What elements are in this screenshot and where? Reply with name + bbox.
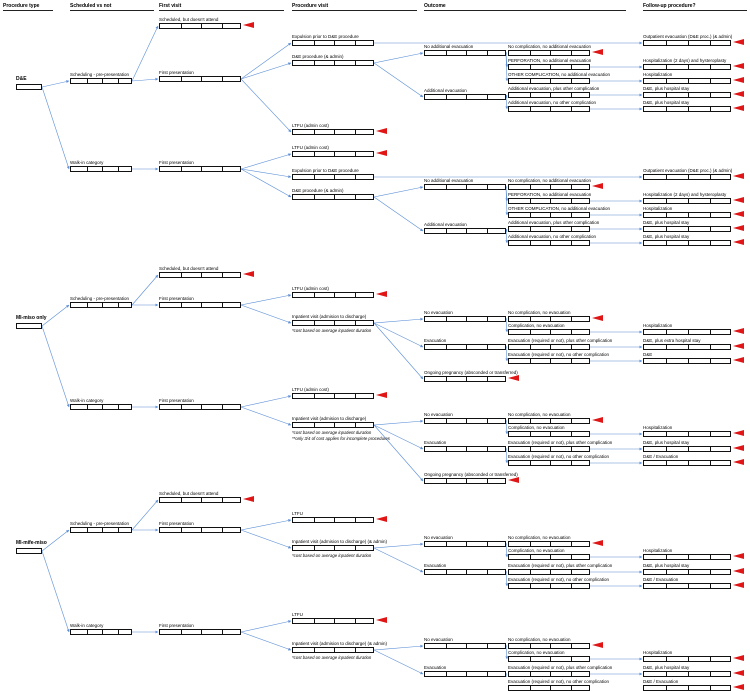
value-box (424, 376, 506, 382)
node-label: No complication, no evacuation (508, 637, 571, 642)
node-label: Ongoing pregnancy (absconded or transferred) (424, 370, 518, 375)
terminal-marker-icon (733, 445, 744, 451)
value-box (508, 460, 590, 466)
terminal-marker-icon (733, 105, 744, 111)
node-label: Scheduled, but doesn't attend (159, 17, 219, 22)
node-label: Hospitalization (643, 206, 673, 211)
cost-note: *cost based on average inpatient duration (292, 553, 372, 558)
edge-arrow (506, 449, 507, 463)
terminal-marker-icon (733, 430, 744, 436)
node-label: Hospitalization (643, 323, 673, 328)
value-box (508, 64, 590, 70)
node-label: No evacuation (424, 637, 453, 642)
terminal-marker-icon (243, 496, 254, 502)
value-box (292, 647, 374, 653)
value-box (643, 92, 731, 98)
edge-arrow (374, 63, 423, 97)
node-label: First presentation (159, 296, 194, 301)
value-box (16, 84, 42, 90)
value-box (508, 418, 590, 424)
node-label: Additional evacuation, plus other complication (508, 220, 600, 225)
node-label: Scheduled, but doesn't attend (159, 266, 219, 271)
node-label: No complication, no additional evacuation (508, 178, 592, 183)
value-box (643, 240, 731, 246)
node-label: Evacuation (required or not), no other complication (508, 679, 610, 684)
node-label: Additional evacuation, plus other complication (508, 86, 600, 91)
node-label: Walk-in category (70, 623, 104, 628)
edge-arrow (241, 63, 291, 79)
node-label: First presentation (159, 398, 194, 403)
column-header-rule (292, 10, 417, 11)
node-label: No evacuation (424, 412, 453, 417)
value-box (159, 404, 241, 410)
edge-arrow (506, 421, 507, 434)
value-box (643, 656, 731, 662)
node-label: D&E, plus hospital stay (643, 440, 690, 445)
terminal-marker-icon (592, 417, 603, 423)
value-box (643, 671, 731, 677)
node-label: LTFU (admin cost) (292, 387, 329, 392)
node-label: Complication, no evacuation (508, 425, 565, 430)
value-box (292, 618, 374, 624)
value-box (508, 184, 590, 190)
node-label: Evacuation (424, 440, 447, 445)
value-box (424, 541, 506, 547)
cost-note: *cost based on average inpatient duration (292, 655, 372, 660)
node-label: Hospitalization (2 days) and hysteroplasty (643, 58, 727, 63)
node-label: OTHER COMPLICATION, no additional evacuation (508, 72, 610, 77)
terminal-marker-icon (733, 553, 744, 559)
value-box (292, 320, 374, 326)
terminal-marker-icon (733, 225, 744, 231)
terminal-marker-icon (376, 617, 387, 623)
value-box (292, 174, 374, 180)
value-box (424, 671, 506, 677)
node-label: Evacuation (required or not), no other complication (508, 454, 610, 459)
value-box (292, 60, 374, 66)
edge-arrow (374, 650, 423, 674)
value-box (508, 431, 590, 437)
node-label: OTHER COMPLICATION, no additional evacuation (508, 206, 610, 211)
node-label: Additional evacuation, no other complication (508, 100, 597, 105)
node-label: Walk-in category (70, 160, 104, 165)
node-label: Hospitalization (643, 548, 673, 553)
edge-arrow (374, 323, 423, 347)
value-box (424, 316, 506, 322)
edge-arrow (241, 305, 291, 323)
value-box (292, 545, 374, 551)
column-header-rule (3, 10, 53, 11)
terminal-marker-icon (592, 540, 603, 546)
node-label: First presentation (159, 70, 194, 75)
value-box (424, 184, 506, 190)
value-box (159, 166, 241, 172)
edge-arrow (374, 197, 423, 231)
value-box (292, 517, 374, 523)
column-header: Follow-up procedure? (643, 3, 696, 9)
value-box (16, 323, 42, 329)
node-label: Hospitalization (643, 425, 673, 430)
node-label: Additional evacuation (424, 88, 467, 93)
node-label: Inpatient visit (admision to discharge) (292, 314, 367, 319)
value-box (508, 226, 590, 232)
terminal-marker-icon (376, 150, 387, 156)
terminal-marker-icon (508, 477, 519, 483)
node-label: Evacuation (424, 338, 447, 343)
node-label: Outpatient evacuation (D&E proc.) (& admin) (643, 34, 733, 39)
value-box (508, 198, 590, 204)
node-label: Complication, no evacuation (508, 650, 565, 655)
node-label: Expulsion prior to D&E procedure (292, 168, 359, 173)
value-box (424, 418, 506, 424)
node-label: First presentation (159, 160, 194, 165)
node-label: No additional evacuation (424, 178, 474, 183)
node-label: Inpatient visit (admision to discharge) (& admin) (292, 641, 388, 646)
terminal-marker-icon (376, 291, 387, 297)
edge-arrow (506, 95, 507, 97)
value-box (424, 569, 506, 575)
value-box (508, 358, 590, 364)
value-box (159, 527, 241, 533)
terminal-marker-icon (733, 239, 744, 245)
node-label: Evacuation (424, 665, 447, 670)
terminal-marker-icon (243, 22, 254, 28)
value-box (508, 656, 590, 662)
procedure-type-label: MI-mife-miso (16, 540, 47, 546)
edge-arrow (374, 319, 423, 323)
value-box (643, 358, 731, 364)
value-box (508, 316, 590, 322)
node-label: Inpatient visit (admision to discharge) (& admin) (292, 539, 388, 544)
value-box (508, 671, 590, 677)
node-label: Outpatient evacuation (D&E proc.) (& admin) (643, 168, 733, 173)
node-label: Scheduling - pre-presentation (70, 521, 130, 526)
node-label: Expulsion prior to D&E procedure (292, 34, 359, 39)
edge-arrow (241, 407, 291, 425)
edge-arrow (42, 551, 69, 632)
value-box (292, 194, 374, 200)
terminal-marker-icon (376, 392, 387, 398)
value-box (643, 106, 731, 112)
edge-arrow (241, 79, 291, 132)
value-box (159, 497, 241, 503)
value-box (424, 94, 506, 100)
node-label: Evacuation (required or not), plus other complication (508, 563, 613, 568)
column-header: Outcome (424, 3, 446, 9)
value-box (292, 40, 374, 46)
terminal-marker-icon (592, 49, 603, 55)
value-box (508, 106, 590, 112)
node-label: LTFU (admin cost) (292, 286, 329, 291)
node-label: Evacuation (required or not), plus other complication (508, 338, 613, 343)
cost-note: *cost based on average inpatient duration (292, 430, 372, 435)
edge-arrow (241, 154, 291, 169)
value-box (424, 50, 506, 56)
node-label: Scheduled, but doesn't attend (159, 491, 219, 496)
value-box (643, 174, 731, 180)
node-label: D&E, plus hospital stay (643, 100, 690, 105)
node-label: Complication, no evacuation (508, 548, 565, 553)
node-label: Hospitalization (2 days) and hysteroplasty (643, 192, 727, 197)
value-box (159, 23, 241, 29)
node-label: Scheduling - pre-presentation (70, 296, 130, 301)
value-box (292, 129, 374, 135)
column-header: First visit (159, 3, 182, 9)
cost-note: *cost based on average inpatient duration (292, 328, 372, 333)
edge-arrow (42, 326, 69, 407)
node-label: D&E (643, 352, 653, 357)
value-box (508, 446, 590, 452)
value-box (643, 446, 731, 452)
value-box (643, 569, 731, 575)
value-box (508, 569, 590, 575)
node-label: No complication, no evacuation (508, 310, 571, 315)
node-label: Additional evacuation, no other complication (508, 234, 597, 239)
terminal-marker-icon (733, 77, 744, 83)
node-label: LTFU (292, 612, 303, 617)
terminal-marker-icon (733, 582, 744, 588)
value-box (159, 629, 241, 635)
node-label: LTFU (admin cost) (292, 123, 329, 128)
column-header-rule (159, 10, 284, 11)
value-box (508, 240, 590, 246)
value-box (70, 302, 132, 308)
edge-arrow (241, 396, 291, 407)
value-box (292, 151, 374, 157)
node-label: No complication, no additional evacuation (508, 44, 592, 49)
node-label: D&E procedure (& admin) (292, 188, 344, 193)
node-label: Walk-in category (70, 398, 104, 403)
edge-arrow (506, 646, 507, 659)
node-label: Evacuation (required or not), no other complication (508, 577, 610, 582)
column-header: Procedure visit (292, 3, 329, 9)
node-label: First presentation (159, 521, 194, 526)
terminal-marker-icon (733, 684, 744, 690)
edge-arrow (42, 81, 69, 87)
terminal-marker-icon (733, 328, 744, 334)
value-box (508, 92, 590, 98)
terminal-marker-icon (733, 670, 744, 676)
terminal-marker-icon (508, 375, 519, 381)
node-label: D&E, plus hospital stay (643, 220, 690, 225)
value-box (70, 166, 132, 172)
edge-arrow (506, 231, 507, 243)
node-label: Evacuation (required or not), no other complication (508, 352, 610, 357)
node-label: D&E procedure (& admin) (292, 54, 344, 59)
value-box (643, 78, 731, 84)
node-label: First presentation (159, 623, 194, 628)
value-box (424, 228, 506, 234)
node-label: No additional evacuation (424, 44, 474, 49)
value-box (643, 198, 731, 204)
node-label: D&E, plus extra hospital stay (643, 338, 701, 343)
edge-arrow (241, 43, 291, 79)
node-label: Hospitalization (643, 650, 673, 655)
column-header: Scheduled vs not (70, 3, 112, 9)
terminal-marker-icon (733, 39, 744, 45)
edge-arrow (374, 425, 423, 481)
value-box (643, 344, 731, 350)
node-label: PERFORATION, no additional evacuation (508, 192, 592, 197)
value-box (643, 212, 731, 218)
value-box (16, 548, 42, 554)
node-label: No evacuation (424, 535, 453, 540)
value-box (508, 344, 590, 350)
value-box (643, 226, 731, 232)
value-box (508, 685, 590, 691)
value-box (508, 541, 590, 547)
value-box (159, 272, 241, 278)
column-header-rule (70, 10, 154, 11)
edge-arrow (506, 319, 507, 332)
value-box (70, 78, 132, 84)
node-label: D&E, plus hospital stay (643, 234, 690, 239)
node-label: D&E, plus hospital stay (643, 665, 690, 670)
edge-arrow (241, 621, 291, 632)
edge-arrow (506, 572, 507, 586)
terminal-marker-icon (733, 568, 744, 574)
edge-arrow (506, 544, 507, 557)
value-box (643, 431, 731, 437)
value-box (508, 329, 590, 335)
value-box (70, 527, 132, 533)
value-box (643, 583, 731, 589)
column-header-rule (643, 10, 747, 11)
edge-arrow (132, 26, 158, 81)
value-box (643, 329, 731, 335)
edge-arrow (132, 275, 158, 305)
edge-arrow (241, 632, 291, 650)
node-label: Additional evacuation (424, 222, 467, 227)
column-header: Procedure type (3, 3, 40, 9)
edge-arrow (374, 53, 423, 63)
value-box (424, 478, 506, 484)
terminal-marker-icon (243, 271, 254, 277)
value-box (159, 76, 241, 82)
terminal-marker-icon (733, 343, 744, 349)
terminal-marker-icon (733, 197, 744, 203)
node-label: Hospitalization (643, 72, 673, 77)
procedure-type-label: D&E (16, 76, 27, 82)
terminal-marker-icon (733, 173, 744, 179)
edge-arrow (241, 295, 291, 305)
node-label: No complication, no evacuation (508, 535, 571, 540)
terminal-marker-icon (733, 357, 744, 363)
value-box (424, 643, 506, 649)
node-label: Evacuation (required or not), plus other complication (508, 665, 613, 670)
edge-arrow (241, 520, 291, 530)
value-box (643, 554, 731, 560)
node-label: PERFORATION, no additional evacuation (508, 58, 592, 63)
terminal-marker-icon (592, 183, 603, 189)
node-label: Complication, no evacuation (508, 323, 565, 328)
edge-arrow (506, 347, 507, 361)
terminal-marker-icon (376, 516, 387, 522)
terminal-marker-icon (376, 128, 387, 134)
value-box (643, 460, 731, 466)
edge-arrow (506, 229, 507, 231)
value-box (643, 685, 731, 691)
value-box (508, 50, 590, 56)
cost-note: **only 3/4 of cost applies for incomplete procedures (292, 436, 390, 441)
value-box (508, 212, 590, 218)
edge-arrow (374, 323, 423, 379)
edge-arrow (374, 544, 423, 548)
node-label: LTFU (admin cost) (292, 145, 329, 150)
edge-arrow (132, 79, 158, 81)
node-label: Evacuation (required or not), plus other complication (508, 440, 613, 445)
edge-arrow (374, 187, 423, 197)
node-label: Scheduling - pre-presentation (70, 72, 130, 77)
node-label: D&E, plus hospital stay (643, 86, 690, 91)
value-box (508, 583, 590, 589)
value-box (508, 78, 590, 84)
terminal-marker-icon (592, 315, 603, 321)
value-box (643, 64, 731, 70)
node-label: D&E / Evacuation (643, 577, 679, 582)
node-label: Ongoing pregnancy (absconded or transferred) (424, 472, 518, 477)
edge-arrow (374, 421, 423, 425)
node-label: D&E / Evacuation (643, 454, 679, 459)
value-box (159, 302, 241, 308)
value-box (70, 629, 132, 635)
terminal-marker-icon (733, 459, 744, 465)
value-box (508, 643, 590, 649)
node-label: No evacuation (424, 310, 453, 315)
edge-arrow (132, 500, 158, 530)
node-label: D&E, plus hospital stay (643, 563, 690, 568)
value-box (643, 40, 731, 46)
terminal-marker-icon (733, 63, 744, 69)
node-label: D&E / Evacuation (643, 679, 679, 684)
edge-arrow (374, 548, 423, 572)
value-box (508, 554, 590, 560)
value-box (424, 344, 506, 350)
edge-arrow (241, 530, 291, 548)
value-box (424, 446, 506, 452)
value-box (292, 422, 374, 428)
procedure-type-label: MI-miso only (16, 315, 47, 321)
terminal-marker-icon (733, 91, 744, 97)
node-label: Inpatient visit (admision to discharge) (292, 416, 367, 421)
terminal-marker-icon (733, 655, 744, 661)
edge-arrow (42, 87, 69, 169)
node-label: LTFU (292, 511, 303, 516)
node-label: No complication, no evacuation (508, 412, 571, 417)
node-label: Evacuation (424, 563, 447, 568)
terminal-marker-icon (592, 642, 603, 648)
value-box (70, 404, 132, 410)
value-box (292, 393, 374, 399)
edge-arrow (374, 646, 423, 650)
terminal-marker-icon (733, 211, 744, 217)
edge-arrow (506, 97, 507, 109)
value-box (292, 292, 374, 298)
column-header-rule (424, 10, 626, 11)
